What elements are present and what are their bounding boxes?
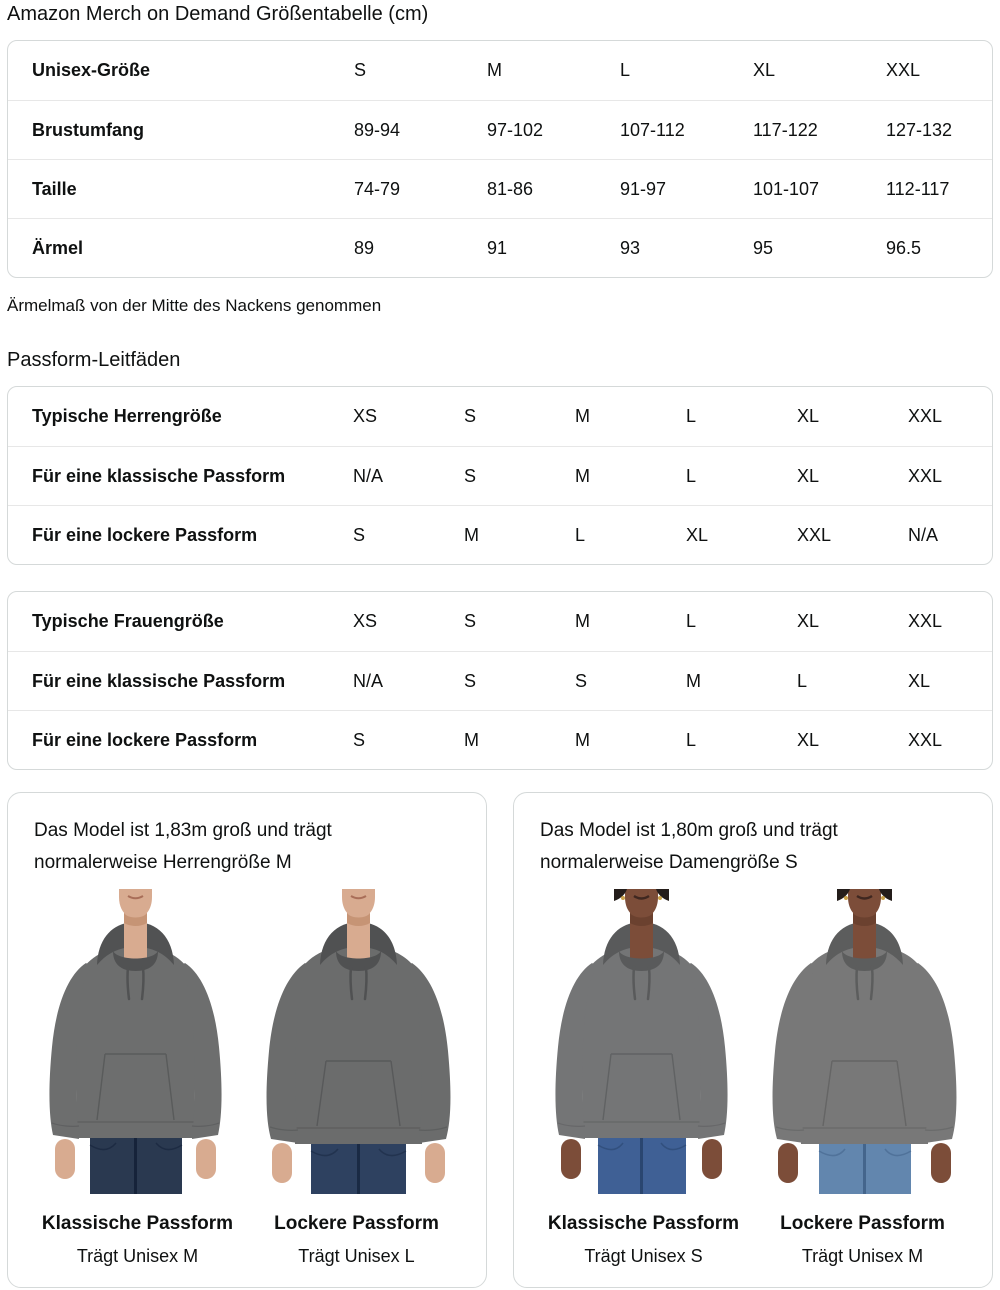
col-l: L xyxy=(686,406,697,426)
female-model-classic-fit-photo xyxy=(534,889,749,1194)
value: M xyxy=(686,670,701,691)
size-column-xl: XL xyxy=(753,60,776,80)
mens-model-photos xyxy=(28,889,466,1194)
table-row-chest xyxy=(8,100,992,159)
fit-name: Klassische Passform xyxy=(547,1213,740,1234)
size-column-xxl: XXL xyxy=(886,60,921,80)
left-hand xyxy=(55,1139,75,1179)
left-hand xyxy=(272,1143,292,1183)
chest-m: 97-102 xyxy=(487,119,544,140)
fit-size: Trägt Unisex M xyxy=(801,1246,924,1266)
chest-xl: 117-122 xyxy=(753,119,818,140)
col-s: S xyxy=(464,611,477,631)
chest-s: 89-94 xyxy=(354,119,401,140)
waist-s: 74-79 xyxy=(354,178,401,199)
hoodie-body xyxy=(293,945,424,1144)
value: L xyxy=(575,524,586,545)
value: N/A xyxy=(353,670,384,691)
right-hand xyxy=(702,1139,722,1179)
value: L xyxy=(797,670,808,691)
hoodie-body xyxy=(75,946,196,1138)
waist-xl: 101-107 xyxy=(753,178,820,199)
value: M xyxy=(575,465,590,486)
row-label: Für eine klassische Passform xyxy=(32,670,286,691)
table-row-waist xyxy=(8,159,992,218)
col-m: M xyxy=(575,611,590,631)
male-loose-hoodie-illustration xyxy=(251,889,466,1194)
fit-name: Lockere Passform xyxy=(780,1213,945,1234)
value: S xyxy=(353,524,366,545)
value: L xyxy=(686,729,697,750)
value: XL xyxy=(797,729,820,750)
col-l: L xyxy=(686,611,697,631)
row-label: Für eine lockere Passform xyxy=(32,729,258,750)
value: M xyxy=(464,729,479,750)
right-earring xyxy=(881,896,885,900)
col-xs: XS xyxy=(353,406,378,426)
value: XXL xyxy=(908,729,943,750)
waist-l: 91-97 xyxy=(620,178,667,199)
mens-fit-header-label: Typische Herrengröße xyxy=(32,406,222,426)
womens-fit-labels xyxy=(534,1212,972,1267)
size-column-l: L xyxy=(620,60,631,80)
drawstring-left xyxy=(350,967,352,999)
col-m: M xyxy=(575,406,590,426)
col-xxl: XXL xyxy=(908,406,943,426)
value: XL xyxy=(908,670,931,691)
chest-l: 107-112 xyxy=(620,119,685,140)
left-hand xyxy=(561,1139,581,1179)
sleeve-xl: 95 xyxy=(753,237,774,258)
classic-fit-label-group xyxy=(28,1212,247,1267)
left-earring xyxy=(844,896,848,900)
drawstring-right xyxy=(365,967,367,999)
classic-fit-label-group xyxy=(534,1212,753,1267)
unisex-size-table xyxy=(7,40,993,278)
female-loose-hoodie-illustration xyxy=(757,889,972,1194)
value: M xyxy=(575,729,590,750)
mens-fit-header-row xyxy=(8,387,992,446)
size-table-header-row xyxy=(8,41,992,100)
mens-fit-table xyxy=(7,386,993,565)
fit-name: Klassische Passform xyxy=(41,1213,234,1234)
chest-xxl: 127-132 xyxy=(886,119,953,140)
row-label: Brustumfang xyxy=(32,119,144,140)
drawstring-left xyxy=(127,967,129,999)
male-classic-hoodie-illustration xyxy=(28,889,243,1194)
value: N/A xyxy=(353,465,384,486)
col-xxl: XXL xyxy=(908,611,943,631)
col-xs: XS xyxy=(353,611,378,631)
fit-size: Trägt Unisex L xyxy=(298,1246,415,1266)
drawstring-left xyxy=(633,967,635,999)
sleeve-xxl: 96.5 xyxy=(886,237,922,258)
table-row-sleeve xyxy=(8,218,992,277)
row-label: Ärmel xyxy=(32,237,84,258)
value: XL xyxy=(797,465,820,486)
right-hand xyxy=(425,1143,445,1183)
drawstring-right xyxy=(648,967,650,999)
mens-model-heading: Das Model ist 1,83m groß und trägt normalerweise Herrengröße M xyxy=(34,820,332,873)
value: XXL xyxy=(908,465,943,486)
loose-fit-label-group xyxy=(753,1212,972,1267)
col-xl: XL xyxy=(797,611,820,631)
fit-size: Trägt Unisex S xyxy=(584,1246,703,1266)
womens-loose-fit-row xyxy=(8,710,992,769)
womens-model-card xyxy=(513,792,993,1288)
value: S xyxy=(353,729,366,750)
value: XL xyxy=(686,524,709,545)
right-hand xyxy=(931,1143,951,1183)
col-xl: XL xyxy=(797,406,820,426)
left-hand xyxy=(778,1143,798,1183)
mens-model-card xyxy=(7,792,487,1288)
hoodie-body xyxy=(799,945,930,1144)
mens-classic-fit-row xyxy=(8,446,992,505)
mens-loose-fit-row xyxy=(8,505,992,564)
male-model-loose-fit-photo xyxy=(251,889,466,1194)
fit-guides-heading: Passform-Leitfäden xyxy=(7,349,181,371)
sleeve-m: 91 xyxy=(487,237,508,258)
womens-fit-table xyxy=(7,591,993,770)
womens-fit-header-row xyxy=(8,592,992,651)
row-label: Für eine klassische Passform xyxy=(32,465,286,486)
drawstring-right xyxy=(871,967,873,999)
hoodie-body xyxy=(581,946,702,1138)
sleeve-s: 89 xyxy=(354,237,375,258)
page-title: Amazon Merch on Demand Größentabelle (cm) xyxy=(7,3,429,25)
row-label: Für eine lockere Passform xyxy=(32,524,258,545)
value: N/A xyxy=(908,524,939,545)
womens-model-photos xyxy=(534,889,972,1194)
womens-fit-header-label: Typische Frauengröße xyxy=(32,611,224,631)
womens-model-heading: Das Model ist 1,80m groß und trägt normalerweise Damengröße S xyxy=(540,820,838,873)
value: L xyxy=(686,465,697,486)
sleeve-measure-note: Ärmelmaß von der Mitte des Nackens genommen xyxy=(7,296,382,315)
size-column-m: M xyxy=(487,60,502,80)
left-earring xyxy=(621,896,625,900)
right-hand xyxy=(196,1139,216,1179)
female-classic-hoodie-illustration xyxy=(534,889,749,1194)
fit-name: Lockere Passform xyxy=(274,1213,439,1234)
loose-fit-label-group xyxy=(247,1212,466,1267)
waist-m: 81-86 xyxy=(487,178,534,199)
model-cards xyxy=(7,792,993,1290)
value: M xyxy=(464,524,479,545)
value: S xyxy=(464,465,477,486)
value: S xyxy=(464,670,477,691)
fit-size: Trägt Unisex M xyxy=(76,1246,199,1266)
waist-xxl: 112-117 xyxy=(886,178,950,199)
drawstring-left xyxy=(856,967,858,999)
row-label: Taille xyxy=(32,178,77,199)
male-model-classic-fit-photo xyxy=(28,889,243,1194)
womens-classic-fit-row xyxy=(8,651,992,710)
size-column-s: S xyxy=(354,60,367,80)
sleeve-l: 93 xyxy=(620,237,641,258)
mens-fit-labels xyxy=(28,1212,466,1267)
value: XXL xyxy=(797,524,832,545)
col-s: S xyxy=(464,406,477,426)
drawstring-right xyxy=(142,967,144,999)
female-model-loose-fit-photo xyxy=(757,889,972,1194)
size-table-header-label: Unisex-Größe xyxy=(32,60,151,80)
value: S xyxy=(575,670,588,691)
right-earring xyxy=(658,896,662,900)
